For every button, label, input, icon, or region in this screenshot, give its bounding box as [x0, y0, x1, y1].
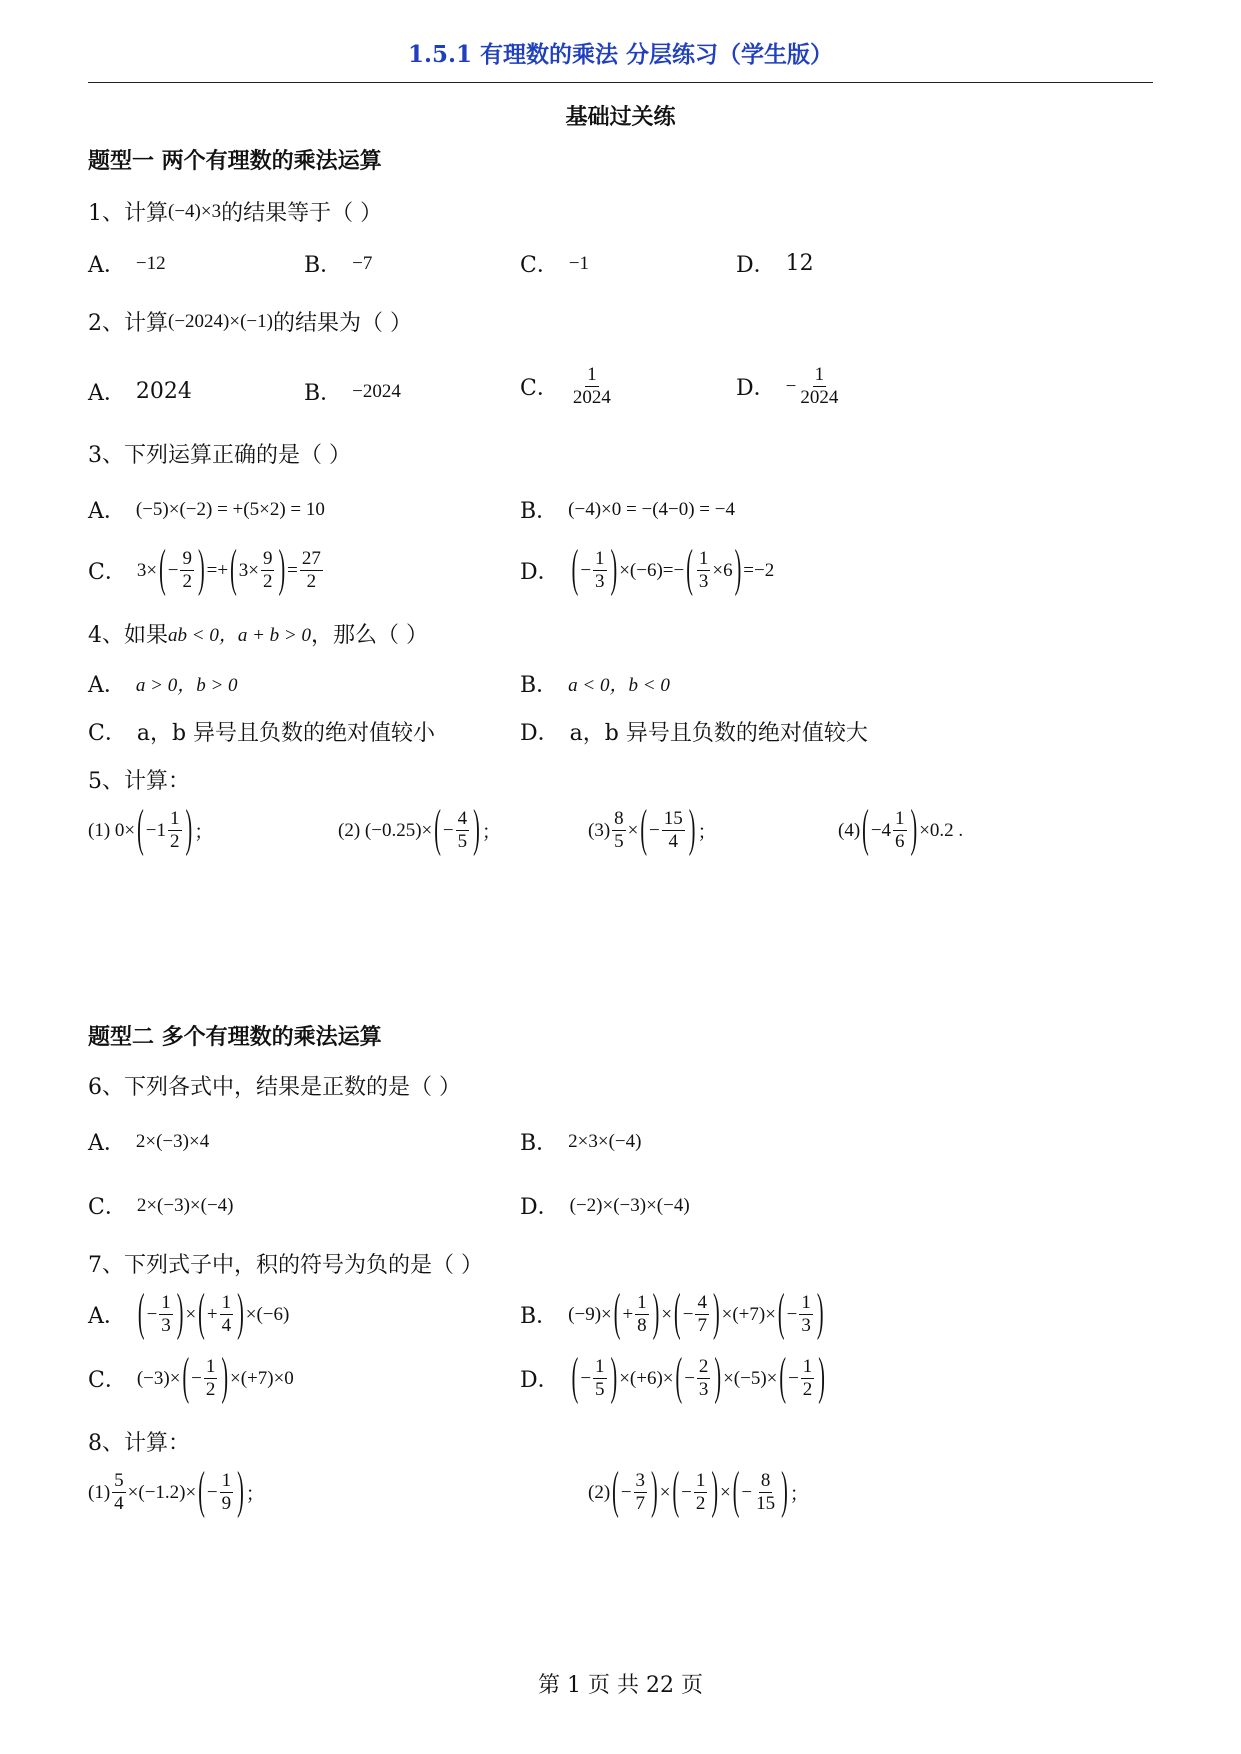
- type2-heading: 题型二 多个有理数的乘法运算: [88, 1024, 382, 1050]
- q3-option-d[interactable]: D． ( − 1 3 ) ×(−6)=− ( 1 3 ×6 ) =−2: [520, 540, 775, 598]
- q4-option-b[interactable]: B． a < 0，b < 0: [520, 673, 670, 698]
- q2-option-a[interactable]: A． 2024: [88, 379, 192, 406]
- q3-d-expression: ( − 1 3 ) ×(−6)=− ( 1 3 ×6 ) =−2: [571, 540, 775, 598]
- q8-part-2: (2) ( − 3 7 ) × ( − 1 2 ) × ( − 8 15 ) ；: [588, 1462, 809, 1520]
- q2-prefix: 2、计算: [88, 311, 168, 336]
- q7-option-c[interactable]: C． (−3)× ( − 1 2 ) ×(+7)×0: [88, 1348, 294, 1406]
- question-7: 7、下列式子中，积的符号为负的是（ ）: [88, 1253, 483, 1278]
- q2-c-fraction: 1 2024: [572, 364, 611, 408]
- q3-option-c[interactable]: C． 3× ( − 9 2 ) =+ ( 3× 9 2 ) = 27 2: [88, 548, 325, 593]
- q8-part-1: (1) 5 4 ×(−1.2)× ( − 1 9 ) ；: [88, 1462, 265, 1520]
- question-3: 3、下列运算正确的是（ ）: [88, 443, 351, 468]
- q3-option-b[interactable]: B． (−4)×0 = −(4−0) = −4: [520, 498, 735, 524]
- question-6: 6、下列各式中，结果是正数的是（ ）: [88, 1075, 461, 1100]
- q6-option-c[interactable]: C． 2×(−3)×(−4): [88, 1194, 234, 1220]
- q6-option-d[interactable]: D． (−2)×(−3)×(−4): [520, 1194, 690, 1220]
- q1-option-b[interactable]: B． −7: [304, 252, 373, 278]
- q6-option-b[interactable]: B． 2×3×(−4): [520, 1130, 642, 1156]
- q5-part-2: (2) (−0.25)× ( − 4 5 ) ；: [338, 800, 501, 858]
- q5-part-3: (3) 8 5 × ( − 15 4 ) ；: [588, 800, 717, 858]
- page-title: 1.5.1 有理数的乘法 分层练习（学生版）: [407, 41, 834, 68]
- q2-suffix: 的结果为（ ）: [272, 311, 412, 336]
- q2-expression: (−2024)×(−1): [168, 310, 273, 332]
- q1-option-d[interactable]: D． 12: [736, 251, 814, 278]
- q4-option-a[interactable]: A． a > 0，b > 0: [88, 673, 238, 698]
- header-divider: [88, 82, 1153, 83]
- q6-option-a[interactable]: A． 2×(−3)×4: [88, 1130, 210, 1156]
- q1-suffix: 的结果等于（ ）: [221, 201, 383, 226]
- q1-prefix: 1、计算: [88, 201, 168, 226]
- q1-option-c[interactable]: C． −1: [520, 252, 590, 278]
- q3-c-expression: 3× ( − 9 2 ) =+ ( 3× 9 2 ) = 27 2: [136, 540, 321, 598]
- question-1: [88, 196, 382, 227]
- type1-heading: 题型一 两个有理数的乘法运算: [88, 148, 382, 174]
- q2-d-fraction: $\frac{1}{2024}$: [800, 364, 839, 408]
- question-2: [88, 306, 412, 337]
- question-8: 8、计算：: [88, 1431, 190, 1456]
- q7-option-d[interactable]: D． ( − 1 5 ) ×(+6)× ( − 2 3 ) ×(−5)× ( − 1 2 ): [520, 1348, 825, 1406]
- q5-part-4: (4) ( −4 1 6 ) ×0.2 .: [838, 800, 964, 858]
- q3-option-a[interactable]: A． (−5)×(−2) = +(5×2) = 10: [88, 498, 325, 524]
- question-5: 5、计算：: [88, 769, 190, 794]
- q4-option-d[interactable]: D． a，b 异号且负数的绝对值较大: [520, 721, 868, 746]
- question-4: 4、如果 ab < 0，a + b > 0 ，那么（ ）: [88, 618, 428, 649]
- q2-option-b[interactable]: B． −2024: [304, 380, 401, 406]
- section-title: 基础过关练: [565, 104, 676, 130]
- q1-option-a[interactable]: A． −12: [88, 252, 166, 278]
- q1-expression: (−4)×3: [168, 200, 222, 222]
- q7-option-b[interactable]: B． (−9)× ( + 1 8 ) × ( − 4 7 ) ×(+7)× ( − 1 3 ): [520, 1284, 824, 1342]
- page-footer: 第 1 页 共 22 页: [538, 1673, 703, 1698]
- q2-option-c[interactable]: C． 1 2024: [520, 364, 611, 408]
- q5-part-1: (1) 0× ( −1 1 2 ) ；: [88, 800, 214, 858]
- q4-condition: ab < 0，a + b > 0: [168, 625, 311, 646]
- q2-option-d[interactable]: D． − $\frac{1}{2024}$: [736, 364, 839, 408]
- q4-option-c[interactable]: C． a，b 异号且负数的绝对值较小: [88, 721, 436, 746]
- q7-option-a[interactable]: A． ( − 1 3 ) × ( + 1 4 ) ×(−6): [88, 1284, 290, 1342]
